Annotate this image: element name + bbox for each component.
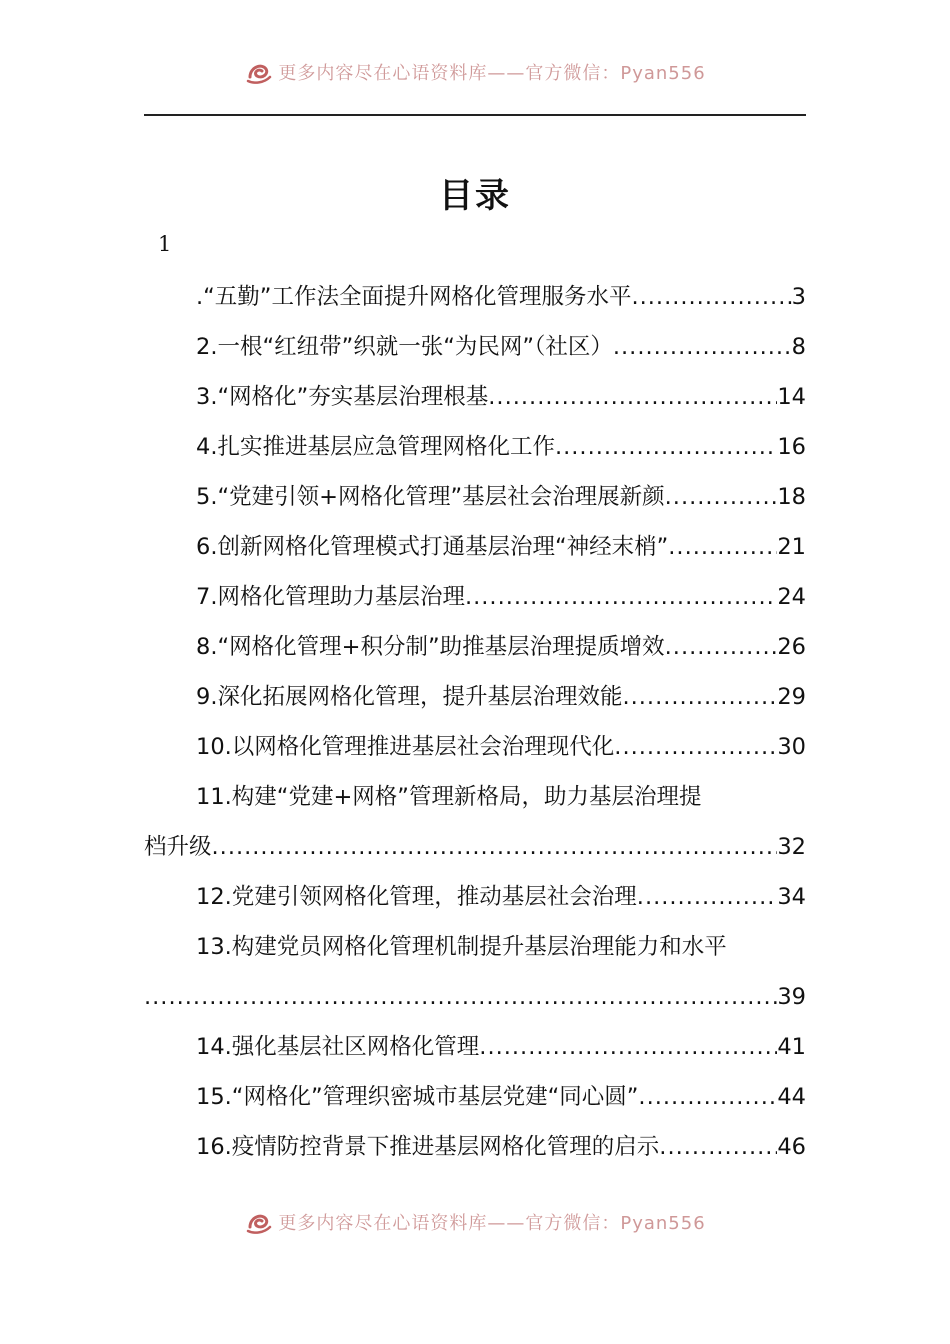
toc-entry-title: 13.构建党员网格化管理机制提升基层治理能力和水平 [196, 934, 727, 960]
dot-leader [622, 676, 777, 718]
toc-entry-title: 6.创新网格化管理模式打通基层治理“神经末梢” [196, 534, 669, 560]
toc-entry-title: 9.深化拓展网格化管理，提升基层治理效能 [196, 684, 623, 710]
toc-entry-title: 10.以网格化管理推进基层社会治理现代化 [196, 734, 615, 760]
toc-entry-page: 30 [777, 734, 806, 760]
banner-text: 更多内容尽在心语资料库——官方微信：Pyan556 [278, 1213, 706, 1234]
toc-entry-title: 12.党建引领网格化管理，推动基层社会治理 [196, 884, 637, 910]
page-number: 1 [158, 232, 172, 256]
dot-leader [638, 1076, 777, 1118]
dot-leader [613, 326, 792, 368]
table-of-contents [144, 276, 806, 1176]
toc-entry[interactable] [144, 1076, 806, 1126]
toc-entry-page: 34 [777, 884, 806, 910]
dot-leader [631, 276, 791, 318]
toc-entry[interactable] [144, 676, 806, 726]
swirl-logo-icon [244, 1207, 274, 1237]
swirl-logo-icon [244, 57, 274, 87]
dot-leader [144, 976, 777, 1026]
toc-entry-title-continued: 档升级 [144, 834, 212, 860]
toc-entry[interactable] [144, 476, 806, 526]
toc-entry[interactable] [144, 426, 806, 476]
toc-entry-page: 21 [777, 534, 806, 560]
header-banner [0, 52, 950, 92]
toc-entry-page: 26 [777, 634, 806, 660]
toc-entry-title: 11.构建“党建+网格”管理新格局，助力基层治理提 [196, 784, 702, 810]
dot-leader [665, 476, 778, 518]
toc-entry-title: 7.网格化管理助力基层治理 [196, 584, 465, 610]
toc-entry[interactable] [144, 526, 806, 576]
dot-leader [637, 876, 778, 918]
toc-entry[interactable] [144, 376, 806, 426]
dot-leader [659, 1126, 777, 1168]
toc-entry[interactable] [144, 776, 806, 876]
banner-text: 更多内容尽在心语资料库——官方微信：Pyan556 [278, 63, 706, 84]
dot-leader [614, 726, 777, 768]
dot-leader [555, 426, 777, 468]
toc-entry-page: 44 [777, 1084, 806, 1110]
header-divider [144, 114, 806, 116]
toc-entry-page: 8 [791, 334, 806, 360]
toc-entry-page: 46 [777, 1134, 806, 1160]
toc-entry-page: 32 [777, 834, 806, 860]
toc-entry-page: 16 [777, 434, 806, 460]
toc-entry-title: 16.疫情防控背景下推进基层网格化管理的启示 [196, 1134, 660, 1160]
toc-entry-title: 2.一根“红纽带”织就一张“为民网”（社区） [196, 334, 613, 360]
toc-entry[interactable] [144, 626, 806, 676]
toc-entry-title: 14.强化基层社区网格化管理 [196, 1034, 480, 1060]
toc-entry[interactable] [144, 876, 806, 926]
toc-entry[interactable] [144, 726, 806, 776]
toc-entry-title: 15.“网格化”管理织密城市基层党建“同心圆” [196, 1084, 639, 1110]
toc-entry[interactable] [144, 1026, 806, 1076]
toc-entry[interactable] [144, 276, 806, 326]
toc-entry-page: 18 [777, 484, 806, 510]
dot-leader [665, 626, 778, 668]
toc-entry-title: .“五勤”工作法全面提升网格化管理服务水平 [196, 284, 632, 310]
toc-entry-page: 41 [777, 1034, 806, 1060]
toc-entry-page: 3 [791, 284, 806, 310]
dot-leader [488, 376, 777, 418]
page-title: 目录 [439, 176, 511, 216]
toc-entry[interactable] [144, 576, 806, 626]
toc-entry[interactable] [144, 1126, 806, 1176]
toc-entry-title: 5.“党建引领+网格化管理”基层社会治理展新颜 [196, 484, 665, 510]
toc-entry-title: 4.扎实推进基层应急管理网格化工作 [196, 434, 555, 460]
footer-banner [0, 1202, 950, 1242]
toc-entry[interactable] [144, 926, 806, 1026]
dot-leader [212, 826, 778, 876]
dot-leader [668, 526, 777, 568]
toc-entry[interactable] [144, 326, 806, 376]
toc-entry-title: 8.“网格化管理+积分制”助推基层治理提质增效 [196, 634, 665, 660]
dot-leader [465, 576, 777, 618]
toc-entry-title: 3.“网格化”夯实基层治理根基 [196, 384, 489, 410]
toc-entry-page: 29 [777, 684, 806, 710]
dot-leader [479, 1026, 777, 1068]
toc-entry-page: 24 [777, 584, 806, 610]
toc-entry-page: 39 [777, 984, 806, 1010]
toc-entry-page: 14 [777, 384, 806, 410]
